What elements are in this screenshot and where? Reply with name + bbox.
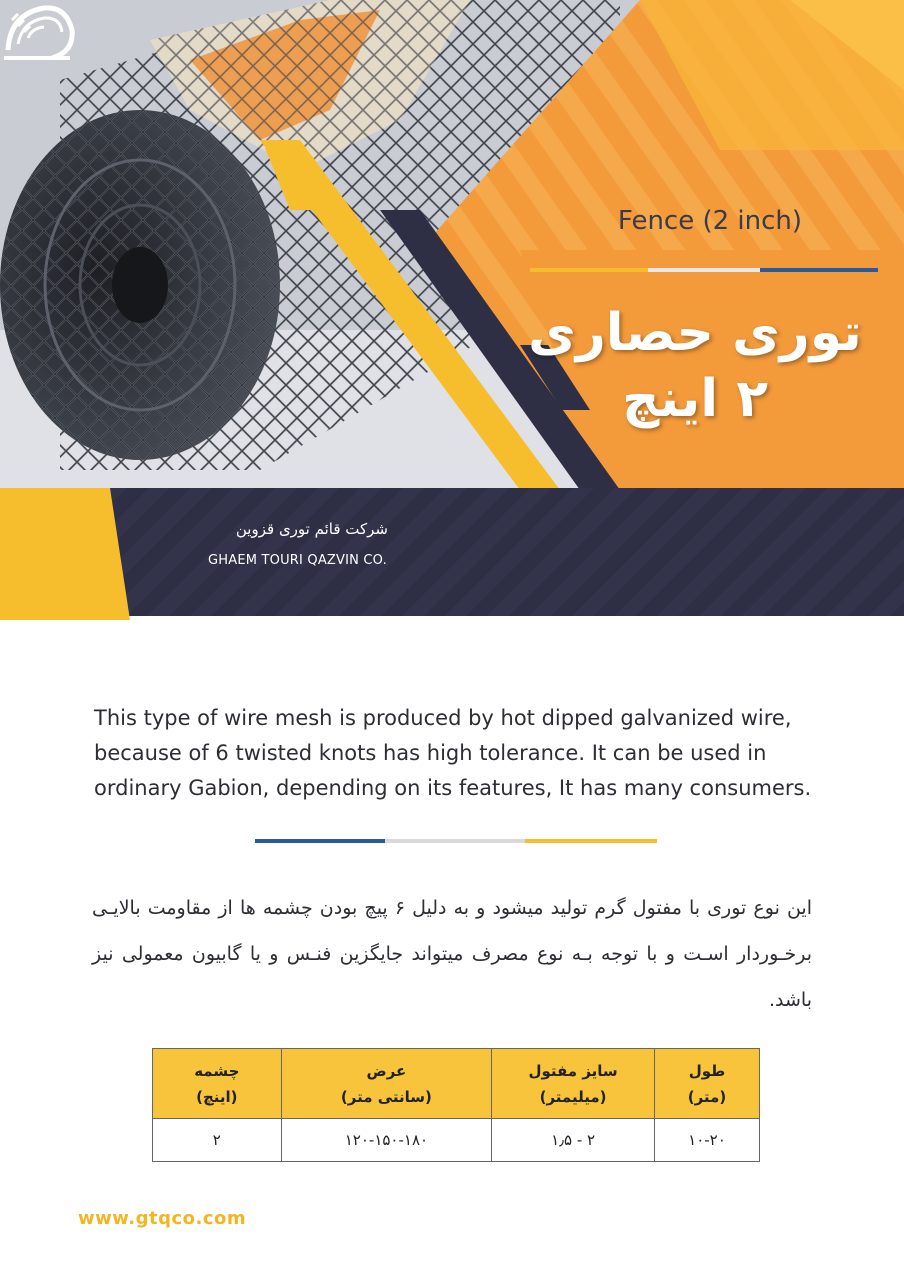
company-name-fa: شرکت قائم توری قزوین bbox=[235, 520, 388, 538]
cell-mesh: ۲ bbox=[153, 1119, 282, 1162]
description-fa: این نوع توری با مفتول گرم تولید میشود و به دلیل ۶ پیچ بودن چشمه ها از مقاومت بالایـی برخـوردار اسـت و با توجه بـه نوع مصرف میتواند جایگزین فنـس و یا گابیون معمولی نیز باشد. bbox=[92, 897, 812, 1011]
cell-length: ۱۰-۲۰ bbox=[654, 1119, 759, 1162]
header-wire-size bbox=[492, 1049, 655, 1119]
navy-band bbox=[0, 488, 904, 616]
company-name-en: GHAEM TOURI QAZVIN CO. bbox=[208, 553, 387, 568]
product-subtitle-en: Fence (2 inch) bbox=[617, 206, 803, 236]
cell-width: ۱۲۰-۱۵۰-۱۸۰ bbox=[281, 1119, 492, 1162]
header-length-unit: (متر) bbox=[687, 1087, 727, 1106]
spec-table bbox=[152, 1048, 760, 1162]
product-title-fa bbox=[520, 300, 870, 432]
description-en: This type of wire mesh is produced by hot dipped galvanized wire, because of 6 twisted knots has high tolerance. It can be used in ordinary Gabion, depending on its features, It has many consumers. bbox=[94, 706, 812, 800]
hero-banner bbox=[0, 0, 904, 620]
header-length-label: طول bbox=[688, 1061, 726, 1080]
spec-table-header-row bbox=[153, 1049, 760, 1119]
cell-wire-size: ۲ - ۱٫۵ bbox=[492, 1119, 655, 1162]
header-wire-size-label: سایز مفتول bbox=[528, 1061, 618, 1080]
header-wire-size-unit: (میلیمتر) bbox=[539, 1087, 607, 1106]
header-mesh bbox=[153, 1049, 282, 1119]
company-logo-icon bbox=[0, 0, 76, 66]
section-divider bbox=[255, 838, 657, 844]
title-line-1: توری حصاری bbox=[528, 303, 862, 363]
header-mesh-unit: (اینچ) bbox=[196, 1087, 238, 1106]
header-width-unit: (سانتی متر) bbox=[340, 1087, 432, 1106]
website-link[interactable]: www.gtqco.com bbox=[78, 1208, 247, 1229]
header-width bbox=[281, 1049, 492, 1119]
header-width-label: عرض bbox=[366, 1061, 407, 1080]
yellow-corner-shape bbox=[0, 488, 130, 620]
header-length bbox=[654, 1049, 759, 1119]
title-line-2: ۲ اینچ bbox=[622, 369, 768, 429]
table-row bbox=[153, 1119, 760, 1162]
header-mesh-label: چشمه bbox=[194, 1061, 240, 1080]
